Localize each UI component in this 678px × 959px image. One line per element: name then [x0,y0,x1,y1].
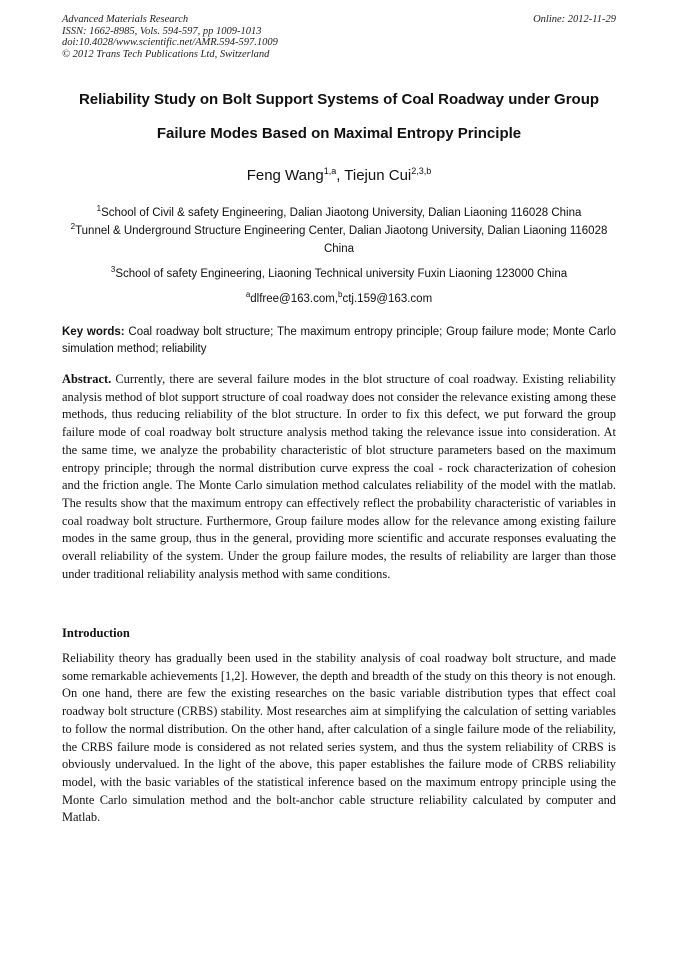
copyright-line: © 2012 Trans Tech Publications Ltd, Switzerland [62,48,270,60]
email-superscript: b [338,290,343,299]
affiliation-2 [62,218,616,258]
affiliation-superscript: 2 [70,222,76,231]
affiliation-3 [62,261,616,284]
issn-line: ISSN: 1662-8985, Vols. 594-597, pp 1009-1013 [62,25,262,37]
abstract-label: Abstract. [62,372,112,386]
journal-header [62,14,278,60]
affiliation-superscript: 1 [96,204,102,213]
author-name: Tiejun Cui [344,167,412,184]
affiliation-text: Tunnel & Underground Structure Engineering Center, Dalian Jiaotong University, Dalian Liaoning 116028 China [75,225,608,255]
author-superscript: 2,3,b [411,166,432,176]
author-list [62,166,616,184]
author-superscript: 1,a [323,166,337,176]
doi-line[interactable]: doi:10.4028/www.scientific.net/AMR.594-597.1009 [62,37,278,48]
affiliation-superscript: 3 [110,265,116,274]
affiliation-text: School of safety Engineering, Liaoning Technical university Fuxin Liaoning 123000 China [115,268,568,280]
abstract-section [62,371,616,583]
paper-title-line-1: Reliability Study on Bolt Support Systems of Coal Roadway under Group [78,91,600,108]
email-link[interactable]: dlfree@163.com, [250,293,339,305]
author-emails [62,286,616,309]
paper-title-line-2: Failure Modes Based on Maximal Entropy Principle [156,125,522,142]
journal-name: Advanced Materials Research [62,14,189,25]
affiliation-text: School of Civil & safety Engineering, Dalian Jiaotong University, Dalian Liaoning 116028 China [101,207,582,219]
keywords-label: Key words: [62,326,125,338]
online-date: Online: 2012-11-29 [533,14,616,25]
introduction-heading: Introduction [62,626,130,640]
keywords-text: Coal roadway bolt structure; The maximum entropy principle; Group failure mode; Monte Carlo simulation method; reliability [62,326,616,355]
keywords-section [62,324,616,357]
abstract-text: Currently, there are several failure modes in the blot structure of coal roadway. Existing reliability analysis method of blot support structure of coal roadway does not consider the relevance existing among these methods, thus reducing reliability of the blot structure. In order to fix this defect, we put forward the group failure mode of coal roadway bolt structure analysis method taking the relevance issue into consideration. At the same time, we analyze the probability characteristic of blot structure parameters based on the maximum entropy principle; through the normal distribution curve express the coal - rock characterization of cohesion and the friction angle. The Monte Carlo simulation method calculates reliability of the model with the matlab. The results show that the maximum entropy can effectively reflect the probability characteristic of variables in coal roadway bolt structure. Furthermore, Group failure modes allow for the relevance among existing failure modes in the same group, thus in the general, providing more scientific and accurate responses evaluating the overall reliability of the system. Under the group failure modes, the results of reliability are larger than those under traditional reliability analysis method with same conditions. [62,372,616,581]
email-superscript: a [245,290,251,299]
email-link[interactable]: ctj.159@163.com [342,293,433,305]
introduction-text: Reliability theory has gradually been used in the stability analysis of coal roadway bolt structure, and made some remarkable achievements [1,2]. However, the depth and breadth of the study on this theory is not enough. On one hand, there are few the existing researches on the basic variable distribution types that effect coal roadway bolt structure (CRBS) stability. Most researches aim at simplifying the calculation of setting variables to follow the normal distribution. On the other hand, after calculation of a single failure mode of the reliability, the CRBS failure mode is considered as not related series system, and thus the system reliability of CRBS is obviously undervalued. In the light of the above, this paper establishes the failure mode of CRBS reliability model, with the basic variables of the statistical inference based on the maximum entropy principle using the Monte Carlo simulation method and the bolt-anchor cable structure reliability calculated by computer and Matlab. [62,651,616,825]
author-name: Feng Wang [246,167,324,184]
author-separator: , [336,167,345,184]
